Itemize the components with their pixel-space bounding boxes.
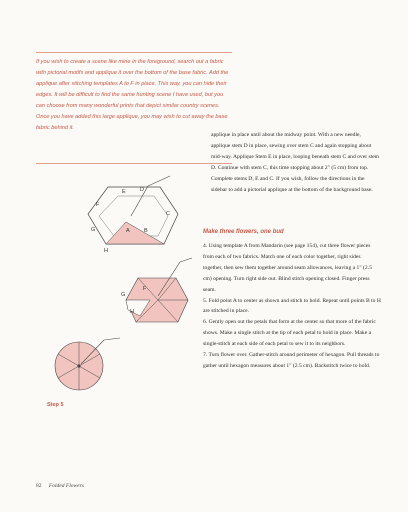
hexagon-step-a: [88, 176, 178, 254]
label-g2: G: [121, 292, 126, 298]
label-b: B: [144, 228, 148, 234]
label-g: G: [91, 227, 96, 233]
page-number: 82: [36, 483, 42, 489]
label-c: C: [166, 211, 170, 217]
step-5: 5. Fold point A to center as shown and stitch to hold. Repeat until points B to H are stitched in place.: [203, 297, 381, 315]
label-e: E: [122, 189, 126, 195]
step-7: 7. Turn flower over. Gather-stitch around perimeter of hexagon. Pull threads to gather until hexagon measures about 1" (2.5 cm). Backstitch twice to hold.: [203, 352, 380, 369]
label-f: F: [96, 202, 100, 208]
section-heading: Make three flowers, one bud: [203, 229, 284, 235]
step-6: 6. Gently open out the petals that form at the center so that more of the fabric shows. Make a single stitch at the tip of each petal to hold in place. Make a single-stitch at each side of each petal to sew it to its neighbors.: [203, 319, 376, 348]
label-d: D: [140, 187, 144, 193]
figure-caption: Step 5: [47, 402, 64, 408]
label-h: H: [104, 248, 108, 254]
label-f2: F: [143, 286, 147, 292]
label-h2: H: [130, 309, 134, 315]
page-footer: [36, 483, 84, 489]
continuation-paragraph: applique in place until about the midway point. With a new needle, applique stem D in place, sewing over stem C and again stopping about mid-way. Applique Stem E in place, looping beneath stem C and over stem D. Continue with stem C, this time stopping about 2" (5 cm) from top. Complete stems D, E and C. If you wish, follow the directions in the sidebar to add a pictorial applique at the bottom of the background base.: [211, 132, 380, 193]
sidebar-text: If you wish to create a scene like mine in the foreground, search out a fabric with pictorial motifs and applique it over the bottom of the base fabric. Add the applique after stitching templates A to F in place. This way, you can hide their edges. It will be difficult to find the same hunting scene I have used, but you can choose from many wonderful prints that depict similar country scenes. Once you have added this large applique, you may wish to cut away the base fabric behind it.: [36, 59, 229, 131]
step-4: 4. Using template A from Mandarin (see page 154), cut three flower pieces from each of two fabrics. Match one of each color together, right sides together, then sew them together around seam allowances, leaving a 1" (2.5 cm) opening. Turn right side out. Blind stitch opening closed. Finger press seam.: [203, 243, 372, 293]
running-title: Folded Flowers: [48, 483, 84, 489]
label-a: A: [126, 228, 130, 234]
hexagon-step-b: [121, 258, 192, 322]
finished-flower: [55, 338, 120, 390]
